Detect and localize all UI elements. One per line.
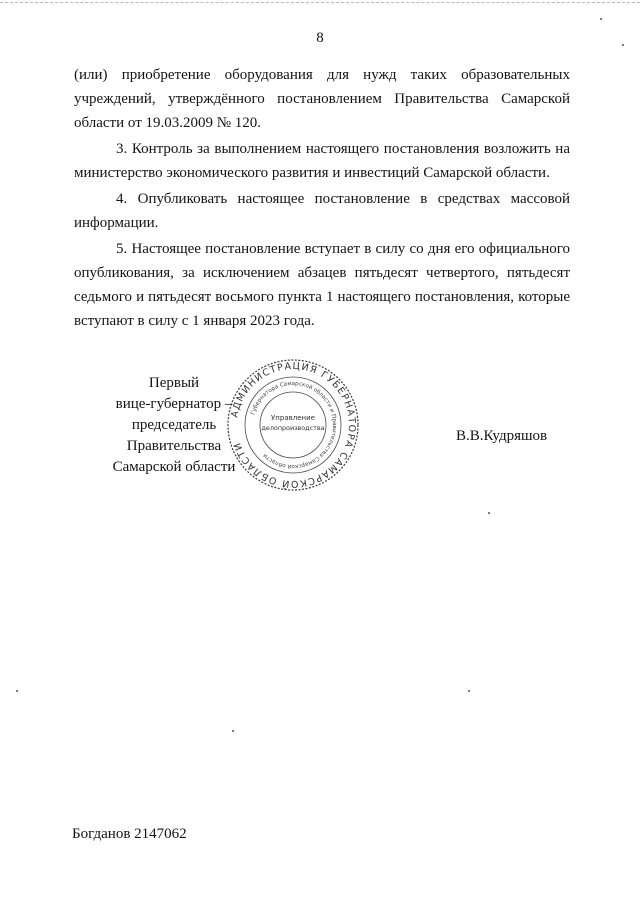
top-scan-edge <box>0 2 640 3</box>
scan-speck <box>16 690 18 692</box>
page-number: 8 <box>316 30 324 46</box>
position-line-3: председатель Правительства <box>126 417 222 454</box>
position-line-1: Первый <box>148 375 200 391</box>
paragraph-continuation: (или) приобретение оборудования для нужд таких образовательных учреждений, утверждённого постановлением Правительства Самарской области от 19.03.2009 № 120. <box>74 67 570 131</box>
seal-outer-text: АДМИНИСТРАЦИЯ ГУБЕРНАТОРА САМАРСКОЙ ОБЛАСТИ <box>229 360 358 490</box>
seal-center-line1: Управление <box>271 414 315 422</box>
seal-inner-text: Губернатора Самарской области и Правительства Самарской области <box>250 380 338 470</box>
executor-footer: Богданов 2147062 <box>72 826 187 842</box>
scan-speck <box>468 690 470 692</box>
paragraph-4: 4. Опубликовать настоящее постановление в средствах массовой информации. <box>74 191 570 231</box>
paragraph-3: 3. Контроль за выполнением настоящего постановления возложить на министерство экономического развития и инвестиций Самарской области. <box>74 141 570 181</box>
signatory-name: В.В.Кудряшов <box>456 428 548 444</box>
scan-speck <box>622 44 624 46</box>
scan-speck <box>600 18 602 20</box>
scan-speck <box>488 512 490 514</box>
scan-speck <box>232 730 234 732</box>
document-body <box>74 63 570 335</box>
position-line-4: Самарской области <box>112 459 236 475</box>
position-line-2: вице-губернатор – <box>115 396 233 412</box>
paragraph-5: 5. Настоящее постановление вступает в силу со дня его официального опубликования, за исключением абзацев пятьдесят четвертого, пятьдесят седьмого и пятьдесят восьмого пункта 1 настоящего постановления, которые вступают в силу с 1 января 2023 года. <box>74 241 570 329</box>
seal-center-line2: делопроизводства <box>261 424 325 432</box>
signatory-position <box>84 373 264 478</box>
